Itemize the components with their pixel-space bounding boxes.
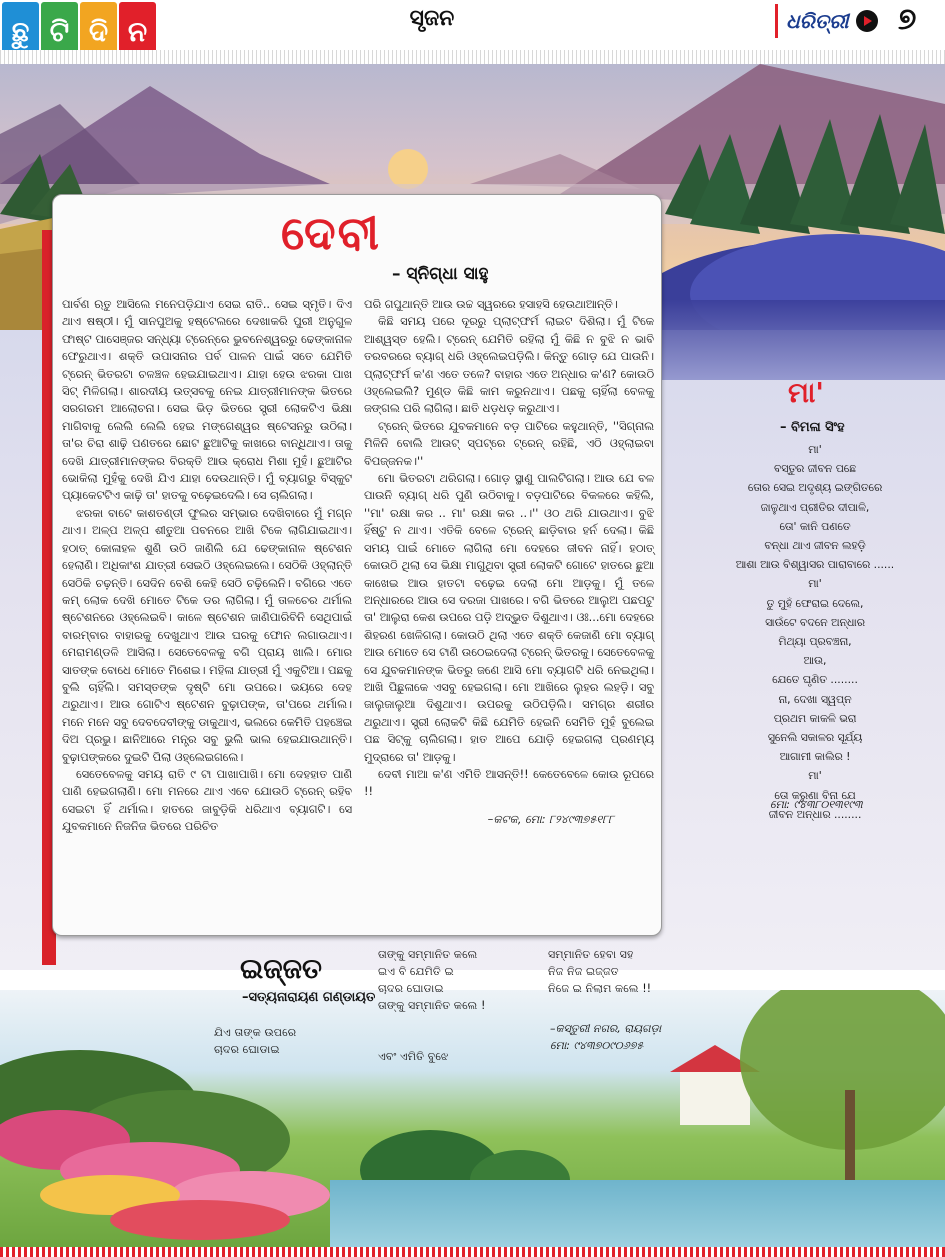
poem-line: ବନ୍ଧା ଥାଏ ଜୀବନ ଲହଡ଼ି	[764, 539, 866, 553]
article-title: ଦେବୀ	[280, 206, 382, 260]
newspaper-logo	[775, 4, 898, 38]
article-paragraph: କିଛି ସମୟ ପରେ ଦୂରରୁ ପ୍ଲାଟ୍‌ଫର୍ମ ଲାଇଟ ଦିଶିଲା। ମୁଁ ଟିକେ ଆଶ୍ୱସ୍ତ ହେଲି। ଟ୍ରେନ୍ ଯେମିତି ରହିଲା ମୁଁ କିଛି ନ ବୁଝି ନ ଭାବି ତରବରରେ ବ୍ୟାଗ୍ ଧରି ଓହ୍ଲେଇପଡ଼ିଲି। କିନ୍ତୁ ଗୋଡ଼ ଯେ ପାଉନି। ପ୍ଲାଟ୍‌ଫର୍ମ କ'ଣ ଏତେ ତଳେ? ବାହାର ଏତେ ଅନ୍ଧାର କ'ଣ? କୋଉଠି ଓହ୍ଲେଇଲି? ମୁଣ୍ଡ କିଛି କାମ କରୁନଥାଏ। ପଛକୁ ଚାହିଁଲା ବେଳକୁ ଜଙ୍ଗଲ ପରି ଲାଗିଲା। ଛାତି ଧଡ଼ଧଡ଼ କରୁଥାଏ।	[364, 315, 654, 416]
poem-line: ଆଗାମୀ କାଲିର !	[779, 750, 851, 764]
poem-ijjat-stanza-3	[548, 946, 651, 997]
poem-line: ତୁ ମୁହଁ ଫେରାଇ ଦେଲେ,	[766, 596, 864, 610]
poem-line: ଚାଦର ଘୋଡାଇ	[378, 982, 444, 995]
footer-divider	[0, 1247, 945, 1257]
play-icon	[856, 10, 878, 32]
poem-line: ନିଜେ ଇ ନିଲାମ କଲେ !!	[548, 982, 652, 995]
poem-line: ନା, ଦେଖା ସ୍ୱପ୍ନ	[778, 692, 852, 706]
page-header	[0, 0, 945, 62]
header-divider	[0, 50, 945, 64]
poem-line: ତାଙ୍କୁ ସମ୍ମାନିତ କଲେ	[378, 948, 478, 961]
poem-line: ସମ୍ମାନିତ ହେବା ସହ	[548, 948, 634, 961]
article-signoff: –କଟକ, ମୋ: ୮୨୪୯୩୭୫୧୮୮	[487, 812, 614, 826]
signoff-line: ମୋ: ୯୪୩୭୦୯୦୬୭୫	[550, 1039, 644, 1052]
poem-line: ଜାଳୁଥାଏ ପ୍ରୀତିର ଦୀପାଳି,	[760, 500, 870, 514]
brand-letter: ଛୁ	[2, 2, 39, 62]
poem-line: ସୁନେଲି ସକାଳର ସୂର୍ଯ୍ୟ	[767, 731, 863, 745]
poem-line: ଚାଦର ଘୋଡାଇ	[214, 1043, 280, 1056]
poem-line: ସାଉଁଟେ ବଦନେ ଅନ୍ଧାର	[765, 615, 865, 629]
poem-line: ମା'	[808, 769, 822, 783]
poem-line: ଜୀବନ ଅନ୍ଧାର ........	[768, 807, 862, 821]
poem-line: ଯେତେ ଘୃଣିତ ........	[772, 673, 858, 687]
signoff-line: –କସ୍ତୁରୀ ନଗର, ରାୟଗଡ଼ା	[550, 1022, 662, 1035]
poem-ijjat-signoff	[550, 1020, 661, 1054]
logo-text: ଧରିତ୍ରୀ	[786, 9, 849, 33]
article-paragraph: ଦେବୀ ମାଆ କ'ଣ ଏମିତି ଆସନ୍ତି!! କେତେବେଳେ କୋଉ ରୂପରେ !!	[364, 767, 654, 799]
article-column-1	[62, 296, 352, 836]
poem-line: ଯିଏ ତାଙ୍କ ଉପରେ	[214, 1026, 297, 1039]
poem-line: ନିଜ ନିଜ ଇଜ୍ଜତ	[548, 965, 619, 978]
brand-letter: ଦି	[80, 2, 117, 62]
poem-maa-body	[700, 440, 930, 824]
article-byline: – ସ୍ନିଗ୍ଧା ସାହୁ	[392, 264, 489, 284]
poem-line: ମା'	[808, 443, 822, 456]
poem-line: ତାଙ୍କୁ ସମ୍ମାନିତ କଲେ !	[378, 999, 486, 1012]
pond	[330, 1180, 945, 1250]
poem-line: ମା'	[808, 577, 822, 591]
article-paragraph: ପାର୍ବଣ ଋତୁ ଆସିଲେ ମନେପଡ଼ିଯାଏ ସେଇ ରାତି.. ସେଇ ସ୍ମୃତି। ଦିଏ ଥାଏ ଷଷ୍ଠୀ। ମୁଁ ସାନପୁଅକୁ ହଷ୍ଟେଲରେ ଦେଖାକରି ପୁରୀ ଅନୁଗୁଳ ଫାଷ୍ଟ ପାସେଞ୍ଜର ସନ୍ଧ୍ୟା ଟ୍ରେନ୍‌ରେ ଭୁବନେଶ୍ୱରରୁ ଢେଙ୍କାନାଳ ଫେରୁଥାଏ। ଶକ୍ତି ଉପାସନାର ପର୍ବ ପାଳନ ପାଇଁ ସତେ ଯେମିତି ଟ୍ରେନ୍ ଭିତରଟା ଚଳଞ୍ଚଳ ହେଇଯାଇଥାଏ। ଯାହା ହେଉ ଝରକା ପାଖ ସିଟ୍ ମିଳିଗଲା। ଶାରଦୀୟ ଉତ୍ସବକୁ ନେଇ ଯାତ୍ରୀମାନଙ୍କ ଭିତରେ ସରଗରମ ଆଲୋଚନା। ସେଇ ଭିଡ଼ ଭିତରେ ସ୍ତ୍ରୀ ଲୋକଟିଏ ଭିକ୍ଷା ମାଗିବାକୁ ଲେଲି ଲେଲି ହେଇ ମଙ୍ଗେଶ୍ୱର ଷ୍ଟେସନରୁ ଉଠିଲା। ତା'ର ଚିରା ଶାଢ଼ି ପଣତରେ ଛୋଟ ଛୁଆଟିକୁ କାଖରେ ବାନ୍ଧିଥାଏ। ତାକୁ ଦେଖି ଯାତ୍ରୀମାନଙ୍କର ବିରକ୍ତି ଆଉ କ୍ରୋଧ ମିଶା ମୁହଁ। ଛୁଆଟିର ଭୋକିଲା ମୁହଁକୁ ଦେଖି ଯିଏ ଯାହା ଦେଉଥାନ୍ତି। ମୁଁ ବ୍ୟାଗରୁ ବିସ୍କୁଟ ପ୍ୟାକେଟଟିଏ କାଢ଼ି ତା' ହାତକୁ ବଢ଼େଇଦେଲି। ସେ ଚାଲିଗଲା।	[62, 298, 352, 503]
section-title: ସୃଜନ	[409, 6, 455, 31]
lavender-hill	[660, 300, 945, 380]
poem-maa-phone: ମୋ: ୯୪୩୮୦୧୩୧୯୩	[770, 798, 863, 811]
poem-line: ତୋର ସେଇ ଅଦୃଶ୍ୟ ଇଙ୍ଗିତରେ	[747, 481, 883, 495]
article-paragraph: ସେତେବେଳକୁ ସମୟ ରାତି ୯ ଟା ପାଖାପାଖି। ମୋ ଦେହହାତ ପାଣି ପାଣି ହେଇଗଲାଣି। ମୋ ମନରେ ଥାଏ ଏବେ ଯୋଉଠି ଟ୍ରେନ୍ ରହିବ ସେଇଟା ହିଁ ଥର୍ମାଲ। ହାତରେ ଜାବୁଡ଼ିକି ଧରିଥାଏ ବ୍ୟାଗଟି। ସେ ଯୁବକମାନେ ନିଜନିଜ ଭିତରେ ପରିଚିତ	[62, 767, 352, 834]
brand-letter: ଟି	[41, 2, 78, 62]
article-column-2	[364, 296, 654, 828]
poem-line: ବସ୍ତୁର ଜୀବନ ପଛେ	[773, 462, 857, 476]
poem-line: ଏବଂ ଏମିତି ବୁଝେ	[378, 1050, 449, 1063]
poem-ijjat-stanza-1	[214, 1024, 296, 1058]
poem-line: ତୋ' କାନି ପଣତେ	[779, 519, 851, 533]
poem-line: ଇଏ ବି ଯେମିତି ଇ	[378, 965, 454, 978]
poem-line-blank	[378, 1014, 485, 1031]
poem-line: ଆଶା ଆଉ ବିଶ୍ୱାସର ପାରାବାରେ ......	[735, 558, 895, 572]
page-number: ୭	[898, 2, 917, 37]
poem-maa-title: ମା'	[788, 376, 824, 409]
brand-letter: ନ	[119, 2, 156, 62]
poem-line: ଆଉ,	[803, 654, 827, 668]
article-paragraph: ଟ୍ରେନ୍ ଭିତରେ ଯୁବକମାନେ ବଡ଼ ପାଟିରେ କହୁଥାନ୍ତି, ''ସିଗ୍ନାଲ ମିଳିନି ବୋଲି ଆଉଟ୍‌ ସ୍ପଟ୍‌ରେ ଟ୍ରେନ୍ ରହିଛି, ଏଠି ଓହ୍ଲାଇବା ବିପଜ୍ଜନକ।''	[364, 419, 654, 468]
poem-ijjat-title: ଇଜ୍ଜତ	[240, 952, 322, 985]
article-paragraph: ମୋ ଭିତରଟା ଥରିଗଲା। ଗୋଡ଼ ସ୍ଥାଣୁ ପାଲଟିଗଲା। ଆଉ ଯେ ବଳ ପାଉନି ବ୍ୟାଗ୍ ଧରି ପୁଣି ଉଠିବାକୁ। ବଡ଼ପାଟିରେ ବିକଳରେ କହିଲି, ''ମା' ରକ୍ଷା କର .. ମା' ରକ୍ଷା କର ..।'' ଓଠ ଥରି ଯାଉଥାଏ। ବୁଝି ହିଁଷ୍ଟୁ ନ ଥାଏ। ଏତିକି ବେଳେ ଟ୍ରେନ୍ ଛାଡ଼ିବାର ହର୍ନ ଦେଲା। କିଛି ସମୟ ପାଇଁ ମୋତେ ଲାଗିଲା ମୋ ଦେହରେ ଜୀବନ ନାହିଁ। ହଠାତ୍ କୋଉଠି ଥିଲା ସେ ଭିକ୍ଷା ମାଗୁଥିବା ସ୍ତ୍ରୀ ଲୋକଟି ଗୋଟେ ହାତରେ ଛୁଆ କାଖେଇ ଆଉ ହାତଟା ବଢ଼େଇ ଦେଲା ମୋ ଆଡ଼କୁ। ମୁଁ ତଳେ ଅନ୍ଧାରରେ ଆଉ ସେ ଦରଜା ପାଖରେ। ବଗି ଭିତରେ ଆଲୁଅ ପଛପଟୁ ତା' ଆଲୁରା କେଶ ଉପରେ ପଡ଼ି ଅଦ୍ଭୁତ ଦିଶୁଥାଏ। ଓଃ...ମୋ ଦେହରେ ଶିହରଣ ଖେଳିଗଲା। କୋଉଠି ଥିଲା ଏତେ ଶକ୍ତି କେଜାଣି ମୋ ବ୍ୟାଗ୍ ଆଉ ମୋତେ ସେ ଟାଣି ଉଠେଇଦେଲା ଟ୍ରେନ୍ ଭିତରକୁ। ସେତେବେଳକୁ ସେ ଯୁବକମାନଙ୍କ ଭିତରୁ ଜଣେ ଆସି ମୋ ବ୍ୟାଗଟି ଧରି ନେଇଥିଲା। ଆଖି ପିଛୁଳାକେ ଏସବୁ ହେଇଗଲା। ମୋ ଆଖିରେ ଲୁହର ଲହଡ଼ି। ସବୁ ଜାଲୁଜାଲୁଆ ଦିଶୁଥାଏ। ଉପରକୁ ଉଠିପଡ଼ିଲି। ସମଗ୍ର ଶରୀର ଥରୁଥାଏ। ସ୍ତ୍ରୀ ଲୋକଟି କିଛି ଯେମିତି ହେଇନି ସେମିତି ମୁହଁ ବୁଲେଇ ପଛ ସିଟ୍‌କୁ ଚାଲିଗଲା। ହାତ ଆପେ ଯୋଡ଼ି ହେଇଗଲା ପ୍ରଣମ୍ୟ ମୁଦ୍ରାରେ ତା' ଆଡ଼କୁ।	[364, 472, 654, 764]
poem-line: ତୋ କରୁଣା ବିନା ଯେ	[774, 788, 856, 802]
poem-line-blank	[378, 1031, 485, 1048]
article-paragraph: ଝରକା ବାଟେ କାଶତଣ୍ଡୀ ଫୁଲର ସମ୍ଭାର ଦେଖିବାରେ ମୁଁ ମଗ୍ନ ଥାଏ। ଅଳ୍ପ ଅଳ୍ପ ଶୀତୁଆ ପବନରେ ଆଖି ଟିକେ ଲାଗିଯାଇଥାଏ। ହଠାତ୍ କୋଳାହଳ ଶୁଣି ଉଠି ଜାଣିଲି ଯେ ଢେଙ୍କାନାଳ ଷ୍ଟେଶନ ହେଲାଣି। ଅଧିକାଂଶ ଯାତ୍ରୀ ସେଇଠି ଓହ୍ଲେଇଲେ। ସେଠିକି ଓହ୍ଲାନ୍ତି ସେଠିକି ଚଢ଼ନ୍ତି। ସେଦିନ ବେଶି କେହି ସେଠି ଚଢ଼ିଲେନି। ବଗିରେ ଏତେ କମ୍ ଲୋକ ଦେଖି ମୋତେ ଟିକେ ଡର ଲାଗିଲା। ମୁଁ ତାଳଚେର ଥର୍ମାଲ ଷ୍ଟେଶନରେ ଓହ୍ଲେଇବି। କାଳେ ଷ୍ଟେଶନ ଜାଣିପାରିବିନି ସେଥିପାଇଁ ବାରମ୍ବାର ବାହାରକୁ ଦେଖୁଥାଏ ଆଉ ଘରକୁ ଫୋନ ଲଗାଉଥାଏ। ମେରାମଣ୍ଡଳି ଆସିଲା। ସେତେବେଳକୁ ବଗି ପ୍ରାୟ ଖାଲି। ମୋର ସାତଙ୍କ ବୋଧେ ମୋତେ ମିଶେଇ। ମହିଳା ଯାତ୍ରୀ ମୁଁ ଏକୁଟିଆ। ପଛକୁ ବୁଲି ଚାହିଁଲି। ସମସ୍ତଙ୍କ ଦୃଷ୍ଟି ମୋ ଉପରେ। ଭୟରେ ଦେହ ଥରୁଥାଏ। ଆଉ ଗୋଟିଏ ଷ୍ଟେଶନ ବୁଢ଼ାପଙ୍କ, ତା'ପରେ ଥର୍ମାଲ। ମନେ ମନେ ସବୁ ଦେବଦେବୀଙ୍କୁ ଡାକୁଥାଏ, ଭଲରେ କେମିତି ପହଞ୍ଚେଇ ଦିଅ ପ୍ରଭୁ। ଛାନିଆରେ ମନ୍ତ୍ର ସବୁ ଭୁଲି ଭାଲ ହେଇଯାଉଥାନ୍ତି। ବୁଢ଼ାପଙ୍କରେ ଦୁଇଟି ପିଲା ଓହ୍ଲେଇଗଲେ।	[62, 506, 352, 764]
poem-ijjat-author: –ସତ୍ୟନାରାୟଣ ଗଣ୍ଡାୟତ	[242, 990, 376, 1005]
poem-line: ମିଥ୍ୟା ପ୍ରବଞ୍ଚନା,	[778, 635, 852, 649]
poem-line: ପ୍ରଥମ କାକଳି ଭରା	[773, 711, 857, 725]
article-paragraph: ପରି ଗପୁଥାନ୍ତି ଆଉ ଉଚ୍ଚ ସ୍ୱରରେ ହସାହସି ହେଉଥାଆନ୍ତି।	[364, 298, 618, 311]
poem-maa-author: – ବିମଳା ସିଂହ	[780, 420, 845, 435]
poem-ijjat-stanza-2	[378, 946, 485, 1065]
